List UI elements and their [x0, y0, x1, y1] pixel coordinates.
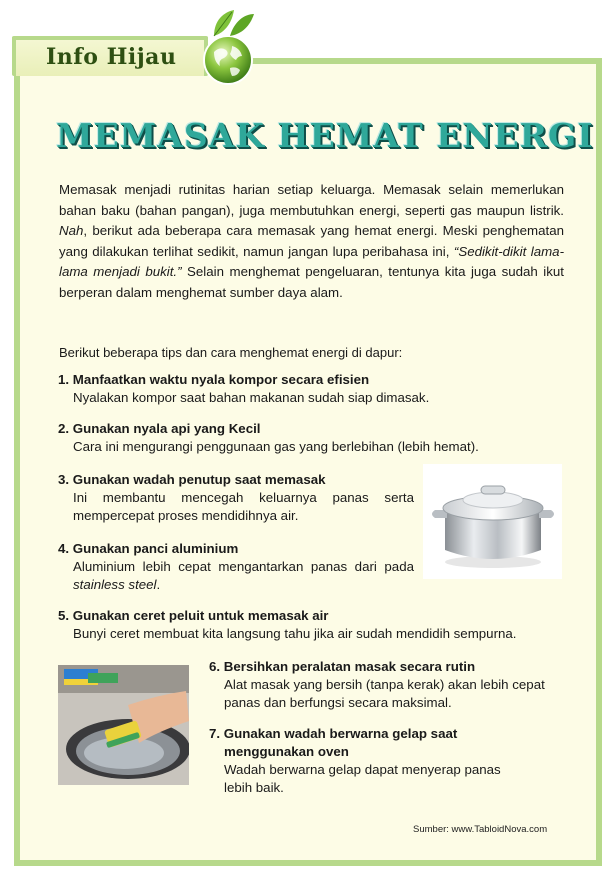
leaf-icon	[210, 8, 256, 38]
tip-2	[58, 420, 573, 456]
intro-text-2: , berikut ada beberapa cara memasak yang hemat energi. Meski penghematan yang dilakukan terlihat sedikit, namun jangan lupa peribahasa ini,	[59, 223, 564, 259]
tip-desc-main: Aluminium lebih cepat mengantarkan panas dari pada	[73, 559, 414, 574]
intro-text-3: Selain menghemat pengeluaran, tentunya kita juga sudah ikut berperan dalam menghemat sumber daya alam.	[59, 264, 564, 300]
globe-icon	[200, 30, 256, 86]
tip-title: 5. Gunakan ceret peluit untuk memasak air	[58, 608, 329, 623]
tip-title: 4. Gunakan panci aluminium	[58, 541, 239, 556]
tip-desc: Nyalakan kompor saat bahan makanan sudah siap dimasak.	[73, 390, 430, 405]
tip-desc	[58, 558, 414, 594]
headline: MEMASAK HEMAT ENERGI	[56, 116, 594, 155]
tip-title: 1. Manfaatkan waktu nyala kompor secara efisien	[58, 372, 370, 387]
tip-desc: Cara ini mengurangi penggunaan gas yang berlebihan (lebih hemat).	[73, 439, 479, 454]
tip-desc-end: .	[156, 577, 161, 592]
tip-title: 3. Gunakan wadah penutup saat memasak	[58, 472, 326, 487]
tip-desc: Wadah berwarna gelap dapat menyerap panas lebih baik.	[224, 762, 501, 795]
tip-1	[58, 371, 568, 407]
tab-title: Info Hijau	[46, 44, 177, 70]
tip-6	[209, 658, 549, 712]
tip-desc: Ini membantu mencegah keluarnya panas serta mempercepat proses mendidihnya air.	[73, 490, 414, 523]
pot-image	[423, 464, 562, 579]
tip-desc-italic: stainless steel	[73, 577, 157, 592]
intro-italic-1: Nah	[59, 223, 84, 238]
scrubbing-pan-image	[58, 665, 189, 785]
tip-3	[58, 471, 414, 525]
tip-title: 7. Gunakan wadah berwarna gelap saat menggunakan oven	[209, 726, 458, 759]
intro-paragraph	[59, 180, 564, 303]
intro-italic-2: “Sedikit-dikit lama-lama menjadi bukit.”	[59, 243, 565, 279]
tips-lead: Berikut beberapa tips dan cara menghemat energi di dapur:	[59, 345, 403, 360]
tip-desc: Bunyi ceret membuat kita langsung tahu jika air sudah mendidih sempurna.	[73, 626, 517, 641]
tip-4	[58, 540, 414, 594]
tip-desc: Alat masak yang bersih (tanpa kerak) akan lebih cepat panas dan berfungsi secara maksimal.	[224, 677, 545, 710]
tip-title: 2. Gunakan nyala api yang Kecil	[58, 421, 261, 436]
tip-7	[209, 725, 509, 797]
source-credit: Sumber: www.TabloidNova.com	[413, 824, 548, 835]
intro-text-1: Memasak menjadi rutinitas harian setiap keluarga. Memasak selain memerlukan bahan baku (bahan pangan), juga membutuhkan energi, seperti gas maupun listrik.	[59, 182, 564, 218]
tip-title: 6. Bersihkan peralatan masak secara rutin	[209, 659, 476, 674]
tip-5	[58, 607, 573, 643]
